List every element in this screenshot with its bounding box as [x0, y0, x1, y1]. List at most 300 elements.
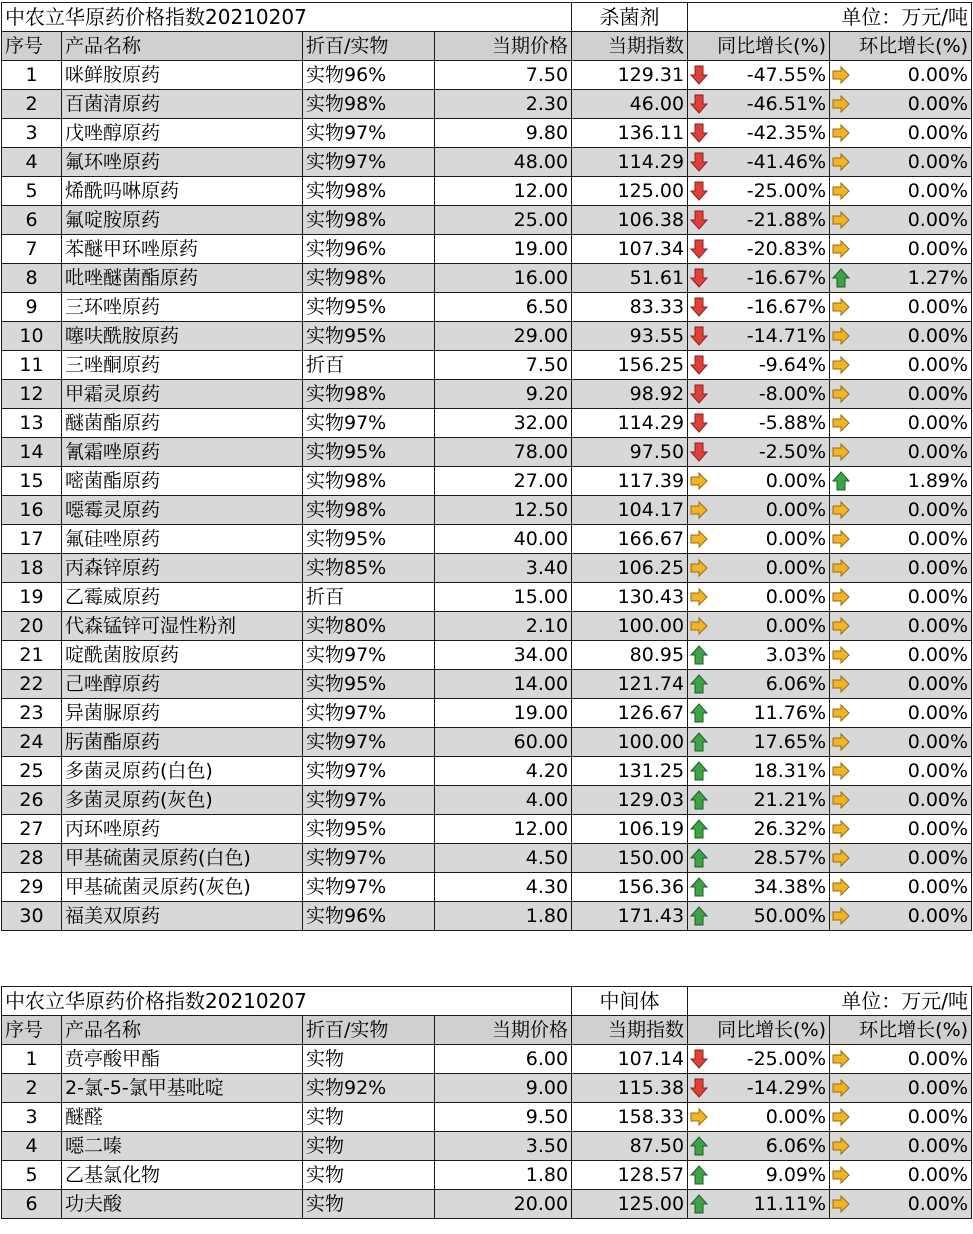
- table-row: [2, 554, 972, 583]
- yoy-cell: [688, 235, 830, 264]
- mom-cell: [830, 786, 972, 815]
- product-name-cell: 甲基硫菌灵原药(灰色): [62, 873, 303, 902]
- price-cell: 12.00: [435, 815, 572, 844]
- mom-cell-value: 0.00%: [907, 557, 969, 579]
- index-cell: 121.74: [572, 670, 688, 699]
- yellow-right-arrow-icon: [832, 239, 850, 259]
- index-title: 中农立华原药价格指数20210207: [2, 987, 572, 1016]
- yoy-cell: [688, 844, 830, 873]
- yellow-right-arrow-icon: [832, 181, 850, 201]
- green-up-arrow-icon: [832, 268, 850, 288]
- mom-cell-value: 0.00%: [907, 731, 969, 753]
- yoy-cell-value: -21.88%: [746, 209, 827, 231]
- green-up-arrow-icon: [690, 674, 708, 694]
- mom-cell-value: 1.27%: [907, 267, 969, 289]
- index-cell: 106.38: [572, 206, 688, 235]
- seq-cell: 30: [2, 902, 62, 931]
- price-cell: 7.50: [435, 351, 572, 380]
- header-yoy: 同比增长(%): [688, 1016, 830, 1045]
- basis-cell: 实物95%: [303, 815, 435, 844]
- index-cell: 93.55: [572, 322, 688, 351]
- index-cell: 46.00: [572, 90, 688, 119]
- green-up-arrow-icon: [690, 848, 708, 868]
- yellow-right-arrow-icon: [832, 819, 850, 839]
- yoy-cell-value: 17.65%: [753, 731, 827, 753]
- price-cell: 4.30: [435, 873, 572, 902]
- table-row: [2, 61, 972, 90]
- mom-cell: [830, 264, 972, 293]
- yellow-right-arrow-icon: [832, 732, 850, 752]
- mom-cell: [830, 61, 972, 90]
- green-up-arrow-icon: [690, 1194, 708, 1214]
- yoy-cell-value: -25.00%: [746, 1048, 827, 1070]
- basis-cell: 实物: [303, 1161, 435, 1190]
- product-name-cell: 噁二嗪: [62, 1132, 303, 1161]
- table-row: [2, 1103, 972, 1132]
- yoy-cell: [688, 554, 830, 583]
- mom-cell-value: 0.00%: [907, 499, 969, 521]
- yellow-right-arrow-icon: [690, 587, 708, 607]
- yoy-cell: [688, 1190, 830, 1219]
- mom-cell: [830, 670, 972, 699]
- product-name-cell: 氟硅唑原药: [62, 525, 303, 554]
- table-row: [2, 583, 972, 612]
- table-row: [2, 641, 972, 670]
- index-title: 中农立华原药价格指数20210207: [2, 3, 572, 32]
- product-name-cell: 吡唑醚菌酯原药: [62, 264, 303, 293]
- table-row: [2, 902, 972, 931]
- yoy-cell-value: 3.03%: [765, 644, 827, 666]
- yellow-right-arrow-icon: [832, 355, 850, 375]
- yoy-cell-value: 18.31%: [753, 760, 827, 782]
- red-down-arrow-icon: [690, 355, 708, 375]
- seq-cell: 14: [2, 438, 62, 467]
- index-cell: 131.25: [572, 757, 688, 786]
- mom-cell: [830, 699, 972, 728]
- seq-cell: 25: [2, 757, 62, 786]
- index-cell: 128.57: [572, 1161, 688, 1190]
- product-name-cell: 甲基硫菌灵原药(白色): [62, 844, 303, 873]
- mom-cell: [830, 293, 972, 322]
- red-down-arrow-icon: [690, 326, 708, 346]
- mom-cell-value: 0.00%: [907, 789, 969, 811]
- table-row: [2, 148, 972, 177]
- red-down-arrow-icon: [690, 65, 708, 85]
- yoy-cell: [688, 148, 830, 177]
- red-down-arrow-icon: [690, 94, 708, 114]
- mom-cell-value: 0.00%: [907, 1135, 969, 1157]
- basis-cell: 实物98%: [303, 467, 435, 496]
- red-down-arrow-icon: [690, 239, 708, 259]
- product-name-cell: 贲亭酸甲酯: [62, 1045, 303, 1074]
- price-cell: 1.80: [435, 902, 572, 931]
- basis-cell: 实物96%: [303, 902, 435, 931]
- basis-cell: 实物92%: [303, 1074, 435, 1103]
- mom-cell: [830, 525, 972, 554]
- table-row: [2, 467, 972, 496]
- yellow-right-arrow-icon: [832, 906, 850, 926]
- price-cell: 16.00: [435, 264, 572, 293]
- mom-cell: [830, 554, 972, 583]
- seq-cell: 22: [2, 670, 62, 699]
- basis-cell: 实物95%: [303, 322, 435, 351]
- index-cell: 150.00: [572, 844, 688, 873]
- mom-cell-value: 0.00%: [907, 673, 969, 695]
- price-cell: 12.00: [435, 177, 572, 206]
- index-cell: 166.67: [572, 525, 688, 554]
- mom-cell-value: 0.00%: [907, 325, 969, 347]
- table-row: [2, 1190, 972, 1219]
- yoy-cell-value: -46.51%: [746, 93, 827, 115]
- mom-cell: [830, 351, 972, 380]
- product-name-cell: 肟菌酯原药: [62, 728, 303, 757]
- mom-cell-value: 0.00%: [907, 64, 969, 86]
- price-cell: 9.00: [435, 1074, 572, 1103]
- product-name-cell: 异菌脲原药: [62, 699, 303, 728]
- mom-cell: [830, 496, 972, 525]
- yoy-cell: [688, 873, 830, 902]
- index-cell: 126.67: [572, 699, 688, 728]
- product-name-cell: 醚菌酯原药: [62, 409, 303, 438]
- yoy-cell-value: 50.00%: [753, 905, 827, 927]
- seq-cell: 11: [2, 351, 62, 380]
- yoy-cell-value: -20.83%: [746, 238, 827, 260]
- yoy-cell-value: -25.00%: [746, 180, 827, 202]
- table-row: [2, 728, 972, 757]
- table-row: [2, 1132, 972, 1161]
- yellow-right-arrow-icon: [690, 471, 708, 491]
- yellow-right-arrow-icon: [832, 587, 850, 607]
- mom-cell: [830, 235, 972, 264]
- yellow-right-arrow-icon: [832, 94, 850, 114]
- index-cell: 115.38: [572, 1074, 688, 1103]
- yoy-cell: [688, 351, 830, 380]
- yoy-cell-value: 6.06%: [765, 673, 827, 695]
- green-up-arrow-icon: [690, 732, 708, 752]
- index-cell: 114.29: [572, 409, 688, 438]
- seq-cell: 4: [2, 1132, 62, 1161]
- header-seq: 序号: [2, 1016, 62, 1045]
- red-down-arrow-icon: [690, 413, 708, 433]
- price-cell: 78.00: [435, 438, 572, 467]
- index-cell: 125.00: [572, 1190, 688, 1219]
- green-up-arrow-icon: [690, 645, 708, 665]
- seq-cell: 20: [2, 612, 62, 641]
- product-name-cell: 2-氯-5-氯甲基吡啶: [62, 1074, 303, 1103]
- header-price: 当期价格: [435, 1016, 572, 1045]
- product-name-cell: 乙基氯化物: [62, 1161, 303, 1190]
- index-cell: 83.33: [572, 293, 688, 322]
- price-cell: 4.00: [435, 786, 572, 815]
- mom-cell: [830, 148, 972, 177]
- mom-cell-value: 0.00%: [907, 209, 969, 231]
- mom-cell-value: 0.00%: [907, 1077, 969, 1099]
- index-cell: 100.00: [572, 612, 688, 641]
- basis-cell: 实物: [303, 1103, 435, 1132]
- mom-cell-value: 0.00%: [907, 586, 969, 608]
- seq-cell: 3: [2, 1103, 62, 1132]
- yoy-cell-value: -41.46%: [746, 151, 827, 173]
- yellow-right-arrow-icon: [832, 1078, 850, 1098]
- mom-cell-value: 0.00%: [907, 1048, 969, 1070]
- index-cell: 156.36: [572, 873, 688, 902]
- mom-cell: [830, 409, 972, 438]
- product-name-cell: 己唑醇原药: [62, 670, 303, 699]
- yellow-right-arrow-icon: [832, 1107, 850, 1127]
- product-name-cell: 福美双原药: [62, 902, 303, 931]
- header-price: 当期价格: [435, 32, 572, 61]
- green-up-arrow-icon: [690, 877, 708, 897]
- fungicide-price-table: [1, 2, 972, 931]
- price-cell: 9.20: [435, 380, 572, 409]
- red-down-arrow-icon: [690, 268, 708, 288]
- seq-cell: 2: [2, 1074, 62, 1103]
- table-row: [2, 235, 972, 264]
- seq-cell: 8: [2, 264, 62, 293]
- price-cell: 4.50: [435, 844, 572, 873]
- yellow-right-arrow-icon: [832, 65, 850, 85]
- mom-cell: [830, 322, 972, 351]
- index-cell: 129.31: [572, 61, 688, 90]
- mom-cell: [830, 380, 972, 409]
- yoy-cell: [688, 612, 830, 641]
- mom-cell: [830, 1045, 972, 1074]
- product-name-cell: 醚醛: [62, 1103, 303, 1132]
- product-name-cell: 丙环唑原药: [62, 815, 303, 844]
- table-row: [2, 815, 972, 844]
- index-cell: 107.34: [572, 235, 688, 264]
- header-mom: 环比增长(%): [830, 1016, 972, 1045]
- basis-cell: 实物98%: [303, 496, 435, 525]
- yoy-cell: [688, 670, 830, 699]
- mom-cell: [830, 815, 972, 844]
- product-name-cell: 噻呋酰胺原药: [62, 322, 303, 351]
- yoy-cell-value: -14.29%: [746, 1077, 827, 1099]
- green-up-arrow-icon: [690, 1136, 708, 1156]
- mom-cell-value: 0.00%: [907, 93, 969, 115]
- index-cell: 156.25: [572, 351, 688, 380]
- yellow-right-arrow-icon: [832, 848, 850, 868]
- yoy-cell-value: -16.67%: [746, 296, 827, 318]
- seq-cell: 9: [2, 293, 62, 322]
- seq-cell: 18: [2, 554, 62, 583]
- intermediate-price-table: [1, 986, 972, 1219]
- yoy-cell: [688, 264, 830, 293]
- product-name-cell: 氰霜唑原药: [62, 438, 303, 467]
- green-up-arrow-icon: [690, 1165, 708, 1185]
- seq-cell: 6: [2, 206, 62, 235]
- yellow-right-arrow-icon: [690, 616, 708, 636]
- product-name-cell: 乙霉威原药: [62, 583, 303, 612]
- index-cell: 106.19: [572, 815, 688, 844]
- mom-cell: [830, 844, 972, 873]
- mom-cell-value: 0.00%: [907, 818, 969, 840]
- basis-cell: 实物97%: [303, 409, 435, 438]
- yoy-cell: [688, 409, 830, 438]
- yellow-right-arrow-icon: [832, 210, 850, 230]
- mom-cell: [830, 902, 972, 931]
- yellow-right-arrow-icon: [832, 1194, 850, 1214]
- yoy-cell: [688, 815, 830, 844]
- green-up-arrow-icon: [690, 819, 708, 839]
- mom-cell-value: 0.00%: [907, 383, 969, 405]
- yoy-cell: [688, 641, 830, 670]
- yellow-right-arrow-icon: [832, 1165, 850, 1185]
- red-down-arrow-icon: [690, 210, 708, 230]
- yoy-cell: [688, 467, 830, 496]
- seq-cell: 23: [2, 699, 62, 728]
- table-row: [2, 206, 972, 235]
- green-up-arrow-icon: [690, 761, 708, 781]
- yoy-cell: [688, 1045, 830, 1074]
- mom-cell: [830, 641, 972, 670]
- index-cell: 114.29: [572, 148, 688, 177]
- basis-cell: 实物95%: [303, 525, 435, 554]
- table-row: [2, 177, 972, 206]
- table-row: [2, 293, 972, 322]
- yoy-cell-value: 9.09%: [765, 1164, 827, 1186]
- yellow-right-arrow-icon: [832, 1136, 850, 1156]
- yoy-cell-value: 0.00%: [765, 528, 827, 550]
- mom-cell-value: 0.00%: [907, 1193, 969, 1215]
- yoy-cell-value: 11.76%: [753, 702, 827, 724]
- category-label: 中间体: [572, 987, 688, 1016]
- product-name-cell: 三环唑原药: [62, 293, 303, 322]
- product-name-cell: 咪鲜胺原药: [62, 61, 303, 90]
- seq-cell: 5: [2, 177, 62, 206]
- index-cell: 158.33: [572, 1103, 688, 1132]
- table-row: [2, 757, 972, 786]
- yoy-cell: [688, 119, 830, 148]
- seq-cell: 2: [2, 90, 62, 119]
- yoy-cell: [688, 322, 830, 351]
- basis-cell: 实物97%: [303, 728, 435, 757]
- yellow-right-arrow-icon: [832, 645, 850, 665]
- product-name-cell: 多菌灵原药(灰色): [62, 786, 303, 815]
- yoy-cell: [688, 90, 830, 119]
- price-cell: 48.00: [435, 148, 572, 177]
- mom-cell-value: 0.00%: [907, 702, 969, 724]
- yellow-right-arrow-icon: [832, 703, 850, 723]
- mom-cell: [830, 1132, 972, 1161]
- yoy-cell: [688, 61, 830, 90]
- mom-cell-value: 0.00%: [907, 1106, 969, 1128]
- price-cell: 40.00: [435, 525, 572, 554]
- yellow-right-arrow-icon: [690, 558, 708, 578]
- product-name-cell: 啶酰菌胺原药: [62, 641, 303, 670]
- index-cell: 130.43: [572, 583, 688, 612]
- yellow-right-arrow-icon: [832, 877, 850, 897]
- price-cell: 60.00: [435, 728, 572, 757]
- yellow-right-arrow-icon: [690, 1107, 708, 1127]
- price-cell: 20.00: [435, 1190, 572, 1219]
- yellow-right-arrow-icon: [832, 413, 850, 433]
- mom-cell-value: 1.89%: [907, 470, 969, 492]
- mom-cell: [830, 728, 972, 757]
- price-cell: 2.30: [435, 90, 572, 119]
- seq-cell: 13: [2, 409, 62, 438]
- seq-cell: 10: [2, 322, 62, 351]
- yoy-cell: [688, 728, 830, 757]
- price-cell: 3.50: [435, 1132, 572, 1161]
- yellow-right-arrow-icon: [832, 1049, 850, 1069]
- mom-cell-value: 0.00%: [907, 905, 969, 927]
- yoy-cell-value: -8.00%: [758, 383, 827, 405]
- seq-cell: 16: [2, 496, 62, 525]
- seq-cell: 7: [2, 235, 62, 264]
- yellow-right-arrow-icon: [832, 529, 850, 549]
- table-row: [2, 873, 972, 902]
- green-up-arrow-icon: [690, 906, 708, 926]
- yoy-cell: [688, 757, 830, 786]
- basis-cell: 实物97%: [303, 757, 435, 786]
- category-label: 杀菌剂: [572, 3, 688, 32]
- yoy-cell-value: 26.32%: [753, 818, 827, 840]
- yoy-cell-value: 11.11%: [753, 1193, 827, 1215]
- mom-cell: [830, 177, 972, 206]
- yellow-right-arrow-icon: [690, 529, 708, 549]
- product-name-cell: 嘧菌酯原药: [62, 467, 303, 496]
- product-name-cell: 多菌灵原药(白色): [62, 757, 303, 786]
- basis-cell: 实物97%: [303, 873, 435, 902]
- yoy-cell: [688, 380, 830, 409]
- price-cell: 12.50: [435, 496, 572, 525]
- table-row: [2, 380, 972, 409]
- basis-cell: 实物95%: [303, 438, 435, 467]
- mom-cell: [830, 1161, 972, 1190]
- yoy-cell: [688, 699, 830, 728]
- mom-cell-value: 0.00%: [907, 760, 969, 782]
- basis-cell: 实物98%: [303, 90, 435, 119]
- yoy-cell: [688, 1132, 830, 1161]
- yellow-right-arrow-icon: [690, 500, 708, 520]
- price-cell: 27.00: [435, 467, 572, 496]
- header-index: 当期指数: [572, 1016, 688, 1045]
- basis-cell: 实物95%: [303, 293, 435, 322]
- yellow-right-arrow-icon: [832, 761, 850, 781]
- table-row: [2, 438, 972, 467]
- basis-cell: 实物: [303, 1132, 435, 1161]
- yoy-cell-value: 21.21%: [753, 789, 827, 811]
- seq-cell: 6: [2, 1190, 62, 1219]
- basis-cell: 实物80%: [303, 612, 435, 641]
- basis-cell: 实物98%: [303, 264, 435, 293]
- table-row: [2, 612, 972, 641]
- yoy-cell-value: -9.64%: [758, 354, 827, 376]
- index-cell: 104.17: [572, 496, 688, 525]
- price-cell: 15.00: [435, 583, 572, 612]
- red-down-arrow-icon: [690, 1078, 708, 1098]
- basis-cell: 实物97%: [303, 148, 435, 177]
- yoy-cell-value: -47.55%: [746, 64, 827, 86]
- seq-cell: 5: [2, 1161, 62, 1190]
- mom-cell-value: 0.00%: [907, 441, 969, 463]
- price-cell: 2.10: [435, 612, 572, 641]
- table-row: [2, 525, 972, 554]
- mom-cell: [830, 467, 972, 496]
- product-name-cell: 功夫酸: [62, 1190, 303, 1219]
- seq-cell: 12: [2, 380, 62, 409]
- table-title-row: [2, 3, 972, 32]
- yellow-right-arrow-icon: [832, 297, 850, 317]
- seq-cell: 19: [2, 583, 62, 612]
- table-row: [2, 1045, 972, 1074]
- yoy-cell-value: -16.67%: [746, 267, 827, 289]
- index-cell: 87.50: [572, 1132, 688, 1161]
- index-cell: 117.39: [572, 467, 688, 496]
- yoy-cell: [688, 1103, 830, 1132]
- basis-cell: 折百: [303, 583, 435, 612]
